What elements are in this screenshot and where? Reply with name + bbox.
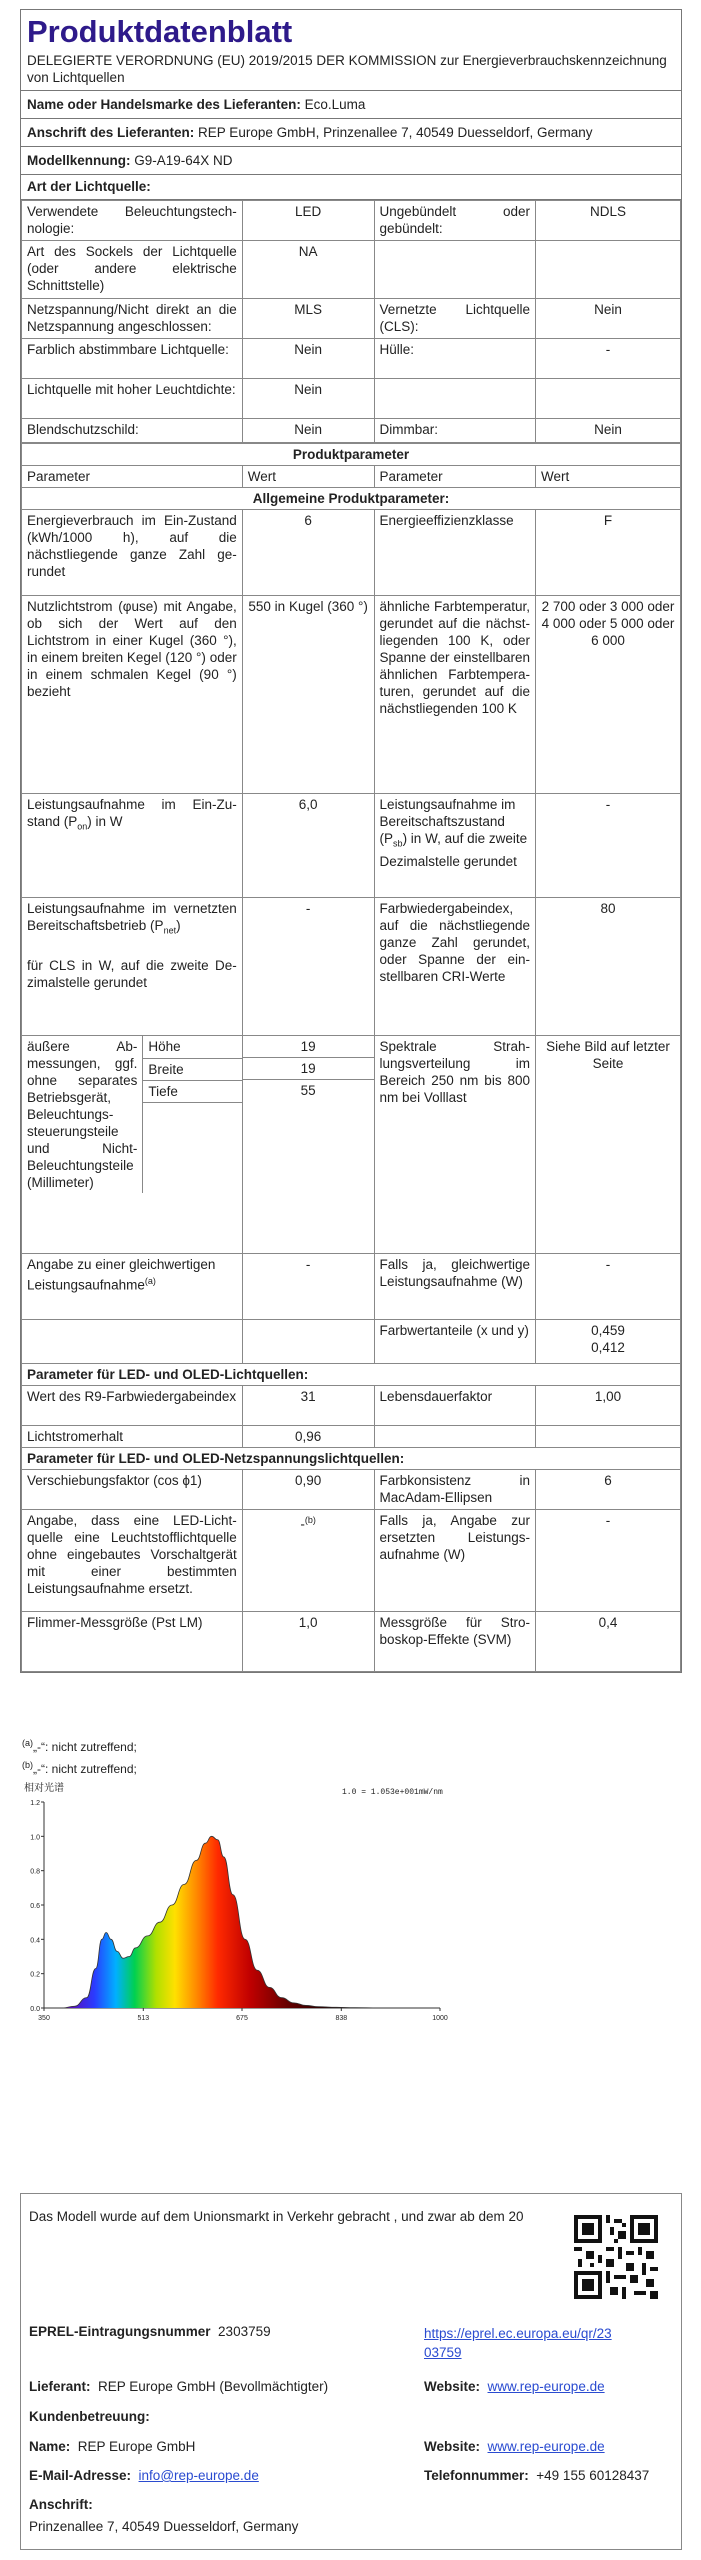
energy-label: Energieverbrauch im Ein-Zustand (kWh/1000 h), auf die nächstliegende ganze Zahl gerundet <box>22 510 243 596</box>
dim-depth-value: 55 <box>300 1083 316 1098</box>
power-net-label <box>22 898 243 1036</box>
address-label: Anschrift: <box>29 2497 93 2512</box>
spectrum-area <box>62 1836 440 2008</box>
power-standby-label-a: Leistungsaufnahme im Bereitschaftszustand (P <box>379 797 516 846</box>
power-on-value: 6,0 <box>242 794 374 898</box>
lightsource-type-row <box>22 299 681 339</box>
supplier-row <box>29 2379 328 2394</box>
macadam-value: 6 <box>536 1470 681 1510</box>
power-on-label-b: ) in W <box>87 814 123 829</box>
datasheet-frame <box>20 9 682 1673</box>
spectrum-annotation: 1.0 = 1.053e+001mW/nm <box>342 1788 443 1797</box>
luminous-flux-value: 550 in Kugel (360 °) <box>242 596 374 794</box>
email-row <box>29 2468 259 2483</box>
lumen-maintenance-value: 0,96 <box>242 1426 374 1448</box>
supplier-value: REP Europe GmbH (Bevollmächtigter) <box>98 2379 329 2394</box>
dim-empty-cell <box>143 1102 242 1193</box>
dimensions-inner-table <box>22 1036 242 1193</box>
macadam-label: Farbkonsistenz in MacAdam-Ellipsen <box>374 1470 535 1510</box>
lightsource-type-row <box>22 241 681 299</box>
email-label: E-Mail-Adresse: <box>29 2468 132 2483</box>
phone-label: Telefonnummer: <box>424 2468 529 2483</box>
model-label: Modellkennung: <box>27 153 131 168</box>
dim-height-value: 19 <box>243 1036 374 1058</box>
supplier-address-label: Anschrift des Lieferanten: <box>27 125 195 140</box>
cct-label: ähnliche Farbtemperatur, gerundet auf die nächstliegenden 100 K, oder Spanne der einstellbaren ähnlichen Farbtemperaturen, gerundet auf die nächstliegenden 100 K <box>374 596 535 794</box>
service-label: Kundenbetreuung: <box>29 2409 150 2424</box>
y-tick-label: 1.2 <box>30 1800 40 1807</box>
y-tick-label: 1.0 <box>30 1834 40 1842</box>
chromaticity-x: 0,459 <box>591 1323 625 1338</box>
replacement-2-value: - <box>536 1510 681 1612</box>
dimensions-label: äußere Abmessungen, ggf. ohne separates Betriebsgerät, Beleuchtungssteuerungsteile und Nicht-Beleuchtungsteile (Millimeter) <box>22 1036 143 1193</box>
equivalent-power-2-label: Falls ja, gleichwertige Leistungsaufnahme (W) <box>374 1254 535 1320</box>
svm-value: 0,4 <box>536 1612 681 1672</box>
eprel-link[interactable] <box>424 2324 612 2362</box>
replacement-label: Angabe, dass eine LED-Lichtquelle eine Leuchtstofflichtquelle ohne eingebautes Vorschaltgerät mit einer bestimmten Leistungsaufnahme ersetzt. <box>22 1510 243 1612</box>
equivalent-power-sup: (a) <box>144 1276 156 1286</box>
contact-name-row <box>29 2439 195 2454</box>
flicker-value: 1,0 <box>242 1612 374 1672</box>
col-header-value-2: Wert <box>536 466 681 488</box>
power-net-sub: net <box>163 925 177 936</box>
lightsource-type-row <box>22 379 681 419</box>
supplier-address-value: REP Europe GmbH, Prinzenallee 7, 40549 Duesseldorf, Germany <box>198 125 593 140</box>
replacement-value-text: - <box>300 1516 305 1532</box>
spectrum-title: 相对光谱 <box>24 1783 64 1794</box>
page-title: Produktdatenblatt <box>27 14 293 49</box>
lightsource-value: MLS <box>242 299 374 339</box>
model-row <box>21 147 681 175</box>
col-header-value-1: Wert <box>242 466 374 488</box>
x-tick-label: 1000 <box>432 2015 448 2022</box>
email-link[interactable]: info@rep-europe.de <box>138 2468 259 2483</box>
supplier-label: Lieferant: <box>29 2379 91 2394</box>
x-tick-label: 675 <box>236 2015 248 2022</box>
model-value: G9-A19-64X ND <box>134 153 233 168</box>
chromaticity-value <box>536 1320 681 1364</box>
x-tick-label: 513 <box>137 2015 150 2022</box>
col-header-param-1: Parameter <box>22 466 243 488</box>
y-tick-label: 0.0 <box>30 2006 40 2013</box>
lightsource-label: Lichtquelle mit hoher Leuchtdichte: <box>22 379 243 419</box>
flicker-label: Flimmer-Messgröße (Pst LM) <box>22 1612 243 1672</box>
product-params-table <box>21 443 681 1672</box>
footnote-a-text: „-“: nicht zutreffend; <box>33 1740 137 1754</box>
energy-class-value: F <box>536 510 681 596</box>
chroma-empty-2 <box>242 1320 374 1364</box>
market-date-text: Das Modell wurde auf dem Unionsmarkt in Verkehr gebracht , und zwar ab dem 20 <box>29 2209 524 2224</box>
equivalent-power-value: - <box>242 1254 374 1320</box>
lightsource-value: Nein <box>242 419 374 443</box>
chromaticity-y: 0,412 <box>591 1340 625 1355</box>
dimensions-cell <box>22 1036 243 1254</box>
website-link[interactable]: www.rep-europe.de <box>487 2379 605 2394</box>
footnote-b-mark: (b) <box>22 1760 33 1770</box>
equivalent-power-2-value: - <box>536 1254 681 1320</box>
website-2-link[interactable]: www.rep-europe.de <box>487 2439 605 2454</box>
maint-empty-1 <box>374 1426 535 1448</box>
power-net-label-b: ) <box>176 918 181 933</box>
footnotes <box>22 1734 137 1778</box>
lightsource-type-table <box>21 200 681 443</box>
equivalent-power-label-text: Angabe zu einer gleichwertigen Leistungsaufnahme <box>27 1257 216 1293</box>
eprel-link-line-1: https://eprel.ec.europa.eu/qr/23 <box>424 2326 612 2341</box>
maint-empty-2 <box>536 1426 681 1448</box>
footnote-a-mark: (a) <box>22 1738 33 1748</box>
lightsource-value: Nein <box>242 339 374 379</box>
supplier-name-row <box>21 91 681 119</box>
general-params-heading: Allgemeine Produktparameter: <box>22 488 681 510</box>
lightsource-type-heading: Art der Lichtquelle: <box>21 175 681 200</box>
eprel-link-line-2: 03759 <box>424 2345 462 2360</box>
supplier-address-row <box>21 119 681 147</box>
lightsource-label-2 <box>374 241 535 299</box>
power-net-label-a: Leistungsaufnahme im vernetzten Bereitschaftsbetrieb (P <box>27 901 237 933</box>
lightsource-label: Art des Sockels der Lichtquelle (oder andere elektrische Schnittstelle) <box>22 241 243 299</box>
power-on-label-a: Leistungsaufnahme im Ein-Zustand (P <box>27 797 237 829</box>
lightsource-value-2: NDLS <box>536 201 681 241</box>
y-tick-label: 0.4 <box>30 1937 40 1945</box>
energy-class-label: Energieeffizienzklasse <box>374 510 535 596</box>
lightsource-label: Netzspannung/Nicht direkt an die Netzspannung angeschlossen: <box>22 299 243 339</box>
survival-value: 1,00 <box>536 1386 681 1426</box>
cri-label: Farbwiedergabeindex, auf die nächstliegende ganze Zahl gerundet, oder Spanne der einstellbaren CRI-Werte <box>374 898 535 1036</box>
power-standby-label <box>374 794 535 898</box>
y-tick-label: 0.6 <box>30 1903 40 1910</box>
svm-label: Messgröße für Stroboskop-Effekte (SVM) <box>374 1612 535 1672</box>
lumen-maintenance-label: Lichtstromerhalt <box>22 1426 243 1448</box>
dim-height-label: Höhe <box>143 1036 242 1058</box>
x-tick-label: 838 <box>335 2015 348 2022</box>
luminous-flux-label: Nutzlichtstrom (φuse) mit Angabe, ob sich der Wert auf den Lichtstrom in einer Kugel (360 °), in einem breiten Kegel (120 °) oder in einem schmalen Kegel (90 °) bezieht <box>22 596 243 794</box>
dim-width-label: Breite <box>143 1058 242 1080</box>
col-header-param-2: Parameter <box>374 466 535 488</box>
replacement-value <box>242 1510 374 1612</box>
led-params-heading: Parameter für LED- und OLED-Lichtquellen: <box>22 1364 681 1386</box>
address-value: Prinzenallee 7, 40549 Duesseldorf, Germany <box>29 2519 299 2534</box>
phone-value: +49 155 60128437 <box>536 2468 650 2483</box>
lightsource-value: LED <box>242 201 374 241</box>
lightsource-value-2 <box>536 379 681 419</box>
website-label: Website: <box>424 2379 481 2394</box>
lightsource-value-2: Nein <box>536 419 681 443</box>
dimensions-values-cell <box>242 1036 374 1254</box>
power-standby-label-b: ) in W, auf die zweite Dezimalstelle gerundet <box>379 831 528 869</box>
footnote-a <box>22 1734 137 1756</box>
website-2-row <box>424 2439 605 2454</box>
lightsource-type-row <box>22 339 681 379</box>
lightsource-label: Blendschutzschild: <box>22 419 243 443</box>
lightsource-type-row <box>22 201 681 241</box>
lightsource-label-2: Dimmbar: <box>374 419 535 443</box>
qr-code-icon[interactable] <box>574 2215 658 2299</box>
power-on-sub: on <box>77 821 88 832</box>
service-heading <box>29 2409 150 2424</box>
r9-value: 31 <box>242 1386 374 1426</box>
cri-value: 80 <box>536 898 681 1036</box>
energy-value: 6 <box>242 510 374 596</box>
chroma-empty-1 <box>22 1320 243 1364</box>
power-factor-value: 0,90 <box>242 1470 374 1510</box>
power-net-value: - <box>242 898 374 1036</box>
eprel-row <box>29 2324 271 2339</box>
lightsource-value-2 <box>536 241 681 299</box>
cct-value: 2 700 oder 3 000 oder 4 000 oder 5 000 oder 6 000 <box>536 596 681 794</box>
lightsource-value-2: - <box>536 339 681 379</box>
equivalent-power-label <box>22 1254 243 1320</box>
r9-label: Wert des R9-Farbwiedergabeindex <box>22 1386 243 1426</box>
chromaticity-label: Farbwertanteile (x und y) <box>374 1320 535 1364</box>
lightsource-label-2: Hülle: <box>374 339 535 379</box>
lightsource-value: NA <box>242 241 374 299</box>
y-tick-label: 0.8 <box>30 1868 40 1876</box>
power-standby-sub: sb <box>393 838 403 849</box>
x-tick-label: 350 <box>38 2015 50 2022</box>
y-tick-label: 0.2 <box>30 1971 40 1979</box>
spectrum-svg <box>22 1780 462 2025</box>
eprel-label: EPREL-Eintragungsnummer <box>29 2324 211 2339</box>
page-subtitle: DELEGIERTE VERORDNUNG (EU) 2019/2015 DER KOMMISSION zur Energieverbrauchskennzeichnung von Lichtquellen <box>21 52 681 91</box>
website-2-label: Website: <box>424 2439 481 2454</box>
address-heading <box>29 2497 93 2512</box>
phone-row <box>424 2468 649 2483</box>
power-factor-label: Verschiebungsfaktor (cos ϕ1) <box>22 1470 243 1510</box>
power-on-label <box>22 794 243 898</box>
supplier-name-label: Name oder Handelsmarke des Lieferanten: <box>27 97 301 112</box>
footer-box <box>20 2193 682 2550</box>
contact-name-label: Name: <box>29 2439 71 2454</box>
dim-width-value: 19 <box>243 1058 374 1080</box>
lightsource-label-2: Ungebündelt oder gebündelt: <box>374 201 535 241</box>
spectrum-chart <box>22 1780 462 2025</box>
power-net-label-c: für CLS in W, auf die zweite Dezimalstelle gerundet <box>27 957 237 990</box>
footnote-b <box>22 1756 137 1778</box>
power-standby-value: - <box>536 794 681 898</box>
lightsource-value: Nein <box>242 379 374 419</box>
spd-label: Spektrale Strahlungsverteilung im Bereich 250 nm bis 800 nm bei Volllast <box>374 1036 535 1254</box>
contact-name-value: REP Europe GmbH <box>77 2439 196 2454</box>
website-row <box>424 2379 605 2394</box>
survival-label: Lebensdauerfaktor <box>374 1386 535 1426</box>
product-params-heading: Produktparameter <box>22 444 681 466</box>
footnote-b-text: „-“: nicht zutreffend; <box>33 1762 137 1776</box>
lightsource-value-2: Nein <box>536 299 681 339</box>
lightsource-label: Farblich abstimmbare Lichtquelle: <box>22 339 243 379</box>
replacement-sup: (b) <box>304 1515 316 1525</box>
replacement-2-label: Falls ja, Angabe zur ersetzten Leistungsaufnahme (W) <box>374 1510 535 1612</box>
mains-params-heading: Parameter für LED- und OLED-Netzspannungslichtquellen: <box>22 1448 681 1470</box>
spd-value: Siehe Bild auf letzter Seite <box>536 1036 681 1254</box>
dim-depth-label: Tiefe <box>143 1080 242 1102</box>
supplier-name-value: Eco.Luma <box>304 97 366 112</box>
lightsource-label-2 <box>374 379 535 419</box>
lightsource-type-row <box>22 419 681 443</box>
eprel-value: 2303759 <box>218 2324 271 2339</box>
lightsource-label-2: Vernetzte Lichtquelle (CLS): <box>374 299 535 339</box>
lightsource-label: Verwendete Beleuchtungstechnologie: <box>22 201 243 241</box>
